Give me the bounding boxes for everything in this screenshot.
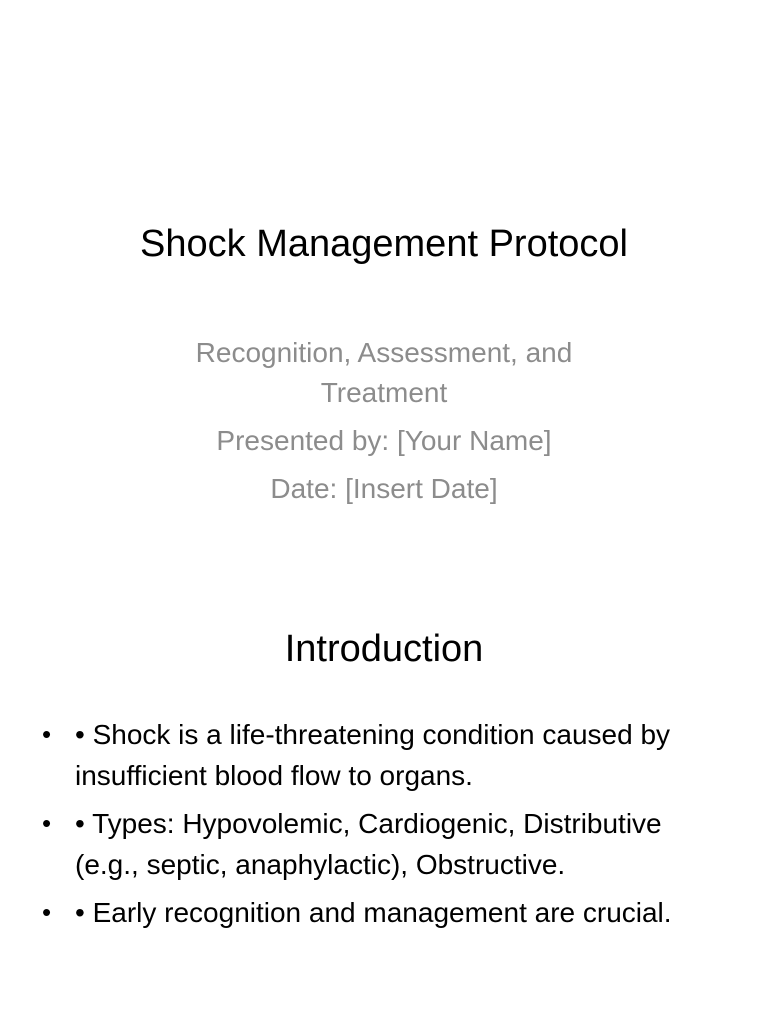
bullet-item [40, 892, 728, 933]
section-title: Introduction [284, 628, 484, 670]
bullet-dot-icon: • [42, 808, 52, 838]
subtitle-line-date: Date: [Insert Date] [270, 473, 498, 504]
introduction-slide [0, 576, 768, 1024]
subtitle-line-topic: Recognition, Assessment, and Treatment [195, 337, 573, 408]
bullet-item [40, 803, 728, 885]
bullet-list [40, 714, 728, 940]
bullet-text: • Types: Hypovolemic, Cardiogenic, Distributive (e.g., septic, anaphylactic), Obstructive. [75, 808, 662, 880]
bullet-text: • Early recognition and management are crucial. [75, 897, 672, 928]
slide-subtitle [150, 333, 618, 517]
subtitle-line-presenter: Presented by: [Your Name] [216, 425, 552, 456]
bullet-text: • Shock is a life-threatening condition caused by insufficient blood flow to organs. [75, 719, 671, 791]
slide-title: Shock Management Protocol [140, 223, 628, 265]
bullet-dot-icon: • [42, 897, 52, 927]
bullet-dot-icon: • [42, 719, 52, 749]
bullet-item [40, 714, 728, 796]
